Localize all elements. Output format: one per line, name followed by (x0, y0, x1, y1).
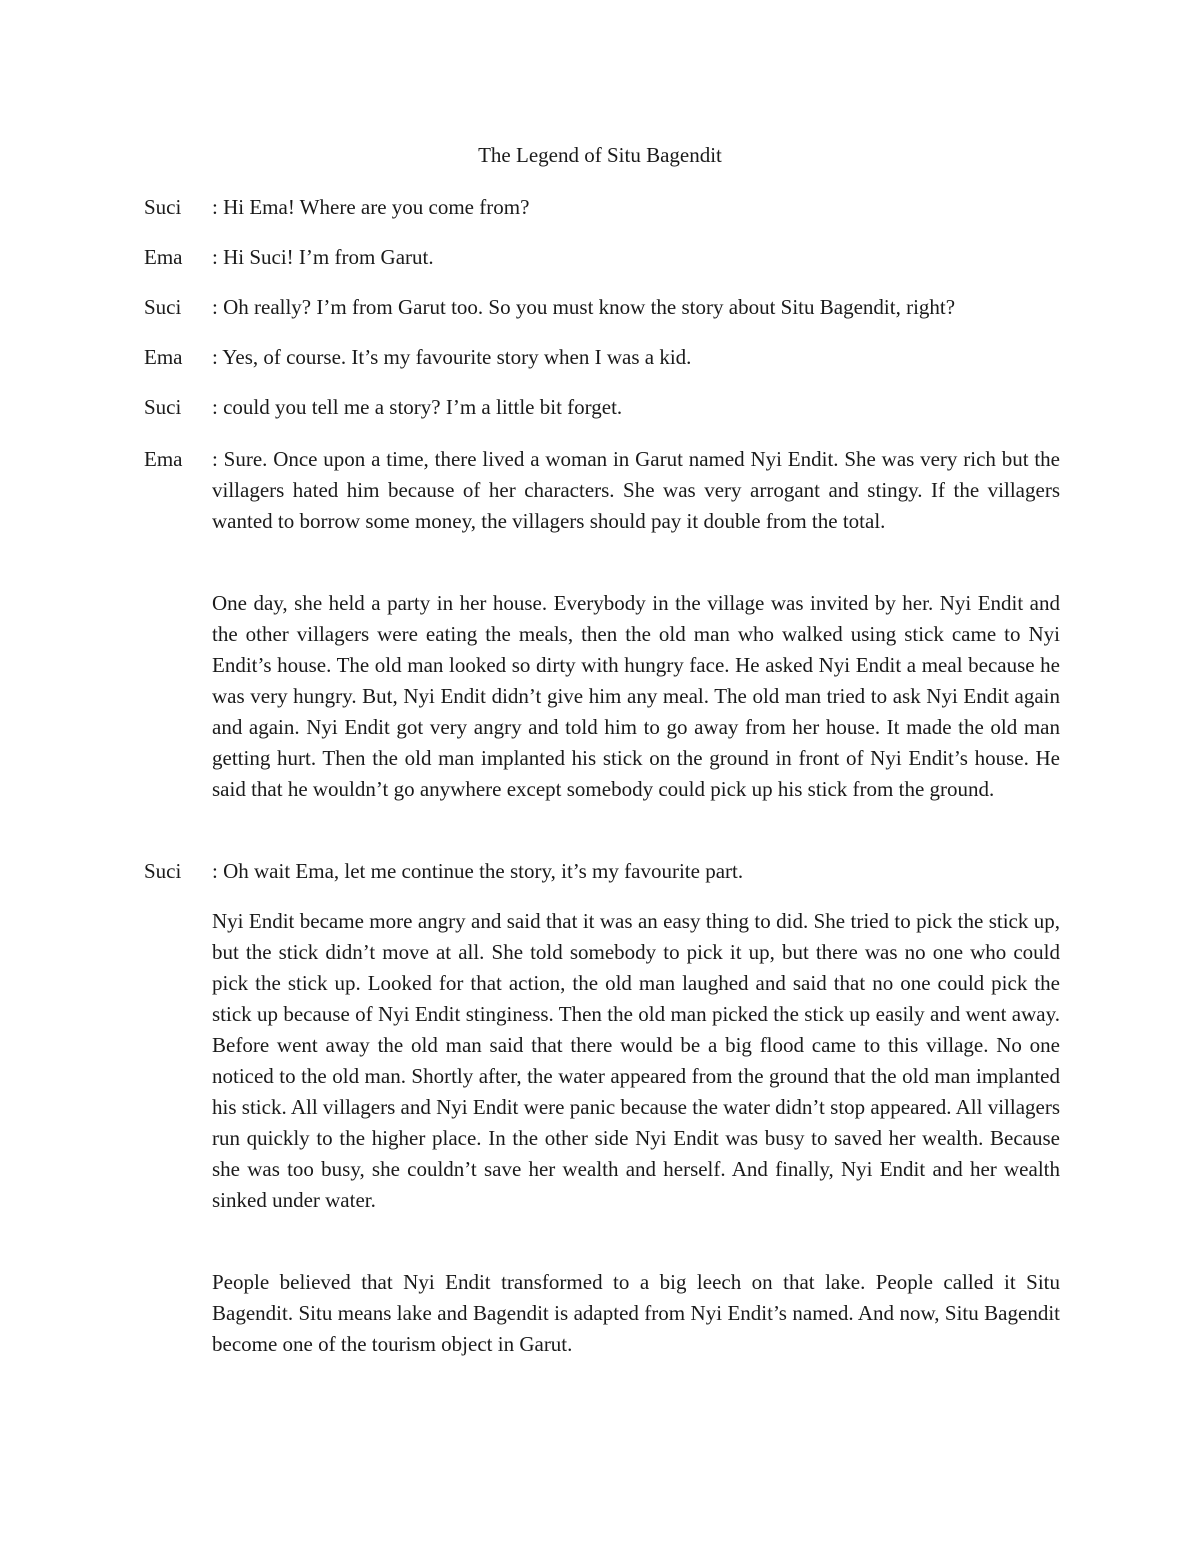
dialogue-line (144, 292, 1060, 323)
document-title: The Legend of Situ Bagendit (478, 143, 722, 167)
dialogue-line (144, 856, 1060, 887)
speaker-name: Suci (144, 295, 182, 319)
dialogue-text: : Sure. Once upon a time, there lived a woman in Garut named Nyi Endit. She was very rich but the villagers hated him because of her characters. She was very arrogant and stingy. If the villagers wanted to borrow some money, the villagers should pay it double from the total. (212, 447, 1060, 533)
speaker-name: Ema (144, 447, 183, 471)
story-paragraph: People believed that Nyi Endit transformed to a big leech on that lake. People called it Situ Bagendit. Situ means lake and Bagendit is adapted from Nyi Endit’s named. And now, Situ Bagendit become one of the tourism object in Garut. (212, 1270, 1060, 1356)
dialogue-line (144, 444, 1060, 537)
story-paragraph: One day, she held a party in her house. Everybody in the village was invited by her. Nyi Endit and the other villagers were eating the meals, then the old man who walked using stick came to Nyi Endit’s house. The old man looked so dirty with hungry face. He asked Nyi Endit a meal because he was very hungry. But, Nyi Endit didn’t give him any meal. The old man tried to ask Nyi Endit again and again. Nyi Endit got very angry and told him to go away from her house. It made the old man getting hurt. Then the old man implanted his stick on the ground in front of Nyi Endit’s house. He said that he wouldn’t go anywhere except somebody could pick up his stick from the ground. (212, 591, 1060, 801)
dialogue-line (144, 392, 1060, 423)
speaker-name: Ema (144, 345, 183, 369)
speaker-name: Suci (144, 195, 182, 219)
story-paragraph: Nyi Endit became more angry and said that it was an easy thing to did. She tried to pick the stick up, but the stick didn’t move at all. She told somebody to pick it up, but there was no one who could pick the stick up. Looked for that action, the old man laughed and said that no one could pick the stick up because of Nyi Endit stinginess. Then the old man picked the stick up easily and went away. Before went away the old man said that there would be a big flood came to this village. No one noticed to the old man. Shortly after, the water appeared from the ground that the old man implanted his stick. All villagers and Nyi Endit were panic because the water didn’t stop appeared. All villagers run quickly to the higher place. In the other side Nyi Endit was busy to saved her wealth. Because she was too busy, she couldn’t save her wealth and herself. And finally, Nyi Endit and her wealth sinked under water. (212, 909, 1060, 1212)
dialogue-text: : could you tell me a story? I’m a little bit forget. (212, 395, 623, 419)
speaker-name: Ema (144, 245, 183, 269)
dialogue-text: : Oh wait Ema, let me continue the story, it’s my favourite part. (212, 859, 744, 883)
dialogue-text: : Hi Ema! Where are you come from? (212, 195, 530, 219)
dialogue-text: : Oh really? I’m from Garut too. So you must know the story about Situ Bagendit, right? (212, 295, 956, 319)
speaker-name: Suci (144, 859, 182, 883)
dialogue-text: : Yes, of course. It’s my favourite story when I was a kid. (212, 345, 692, 369)
dialogue-line (144, 192, 1060, 223)
dialogue-line (144, 242, 1060, 273)
speaker-name: Suci (144, 395, 182, 419)
dialogue-line (144, 342, 1060, 373)
dialogue-text: : Hi Suci! I’m from Garut. (212, 245, 434, 269)
